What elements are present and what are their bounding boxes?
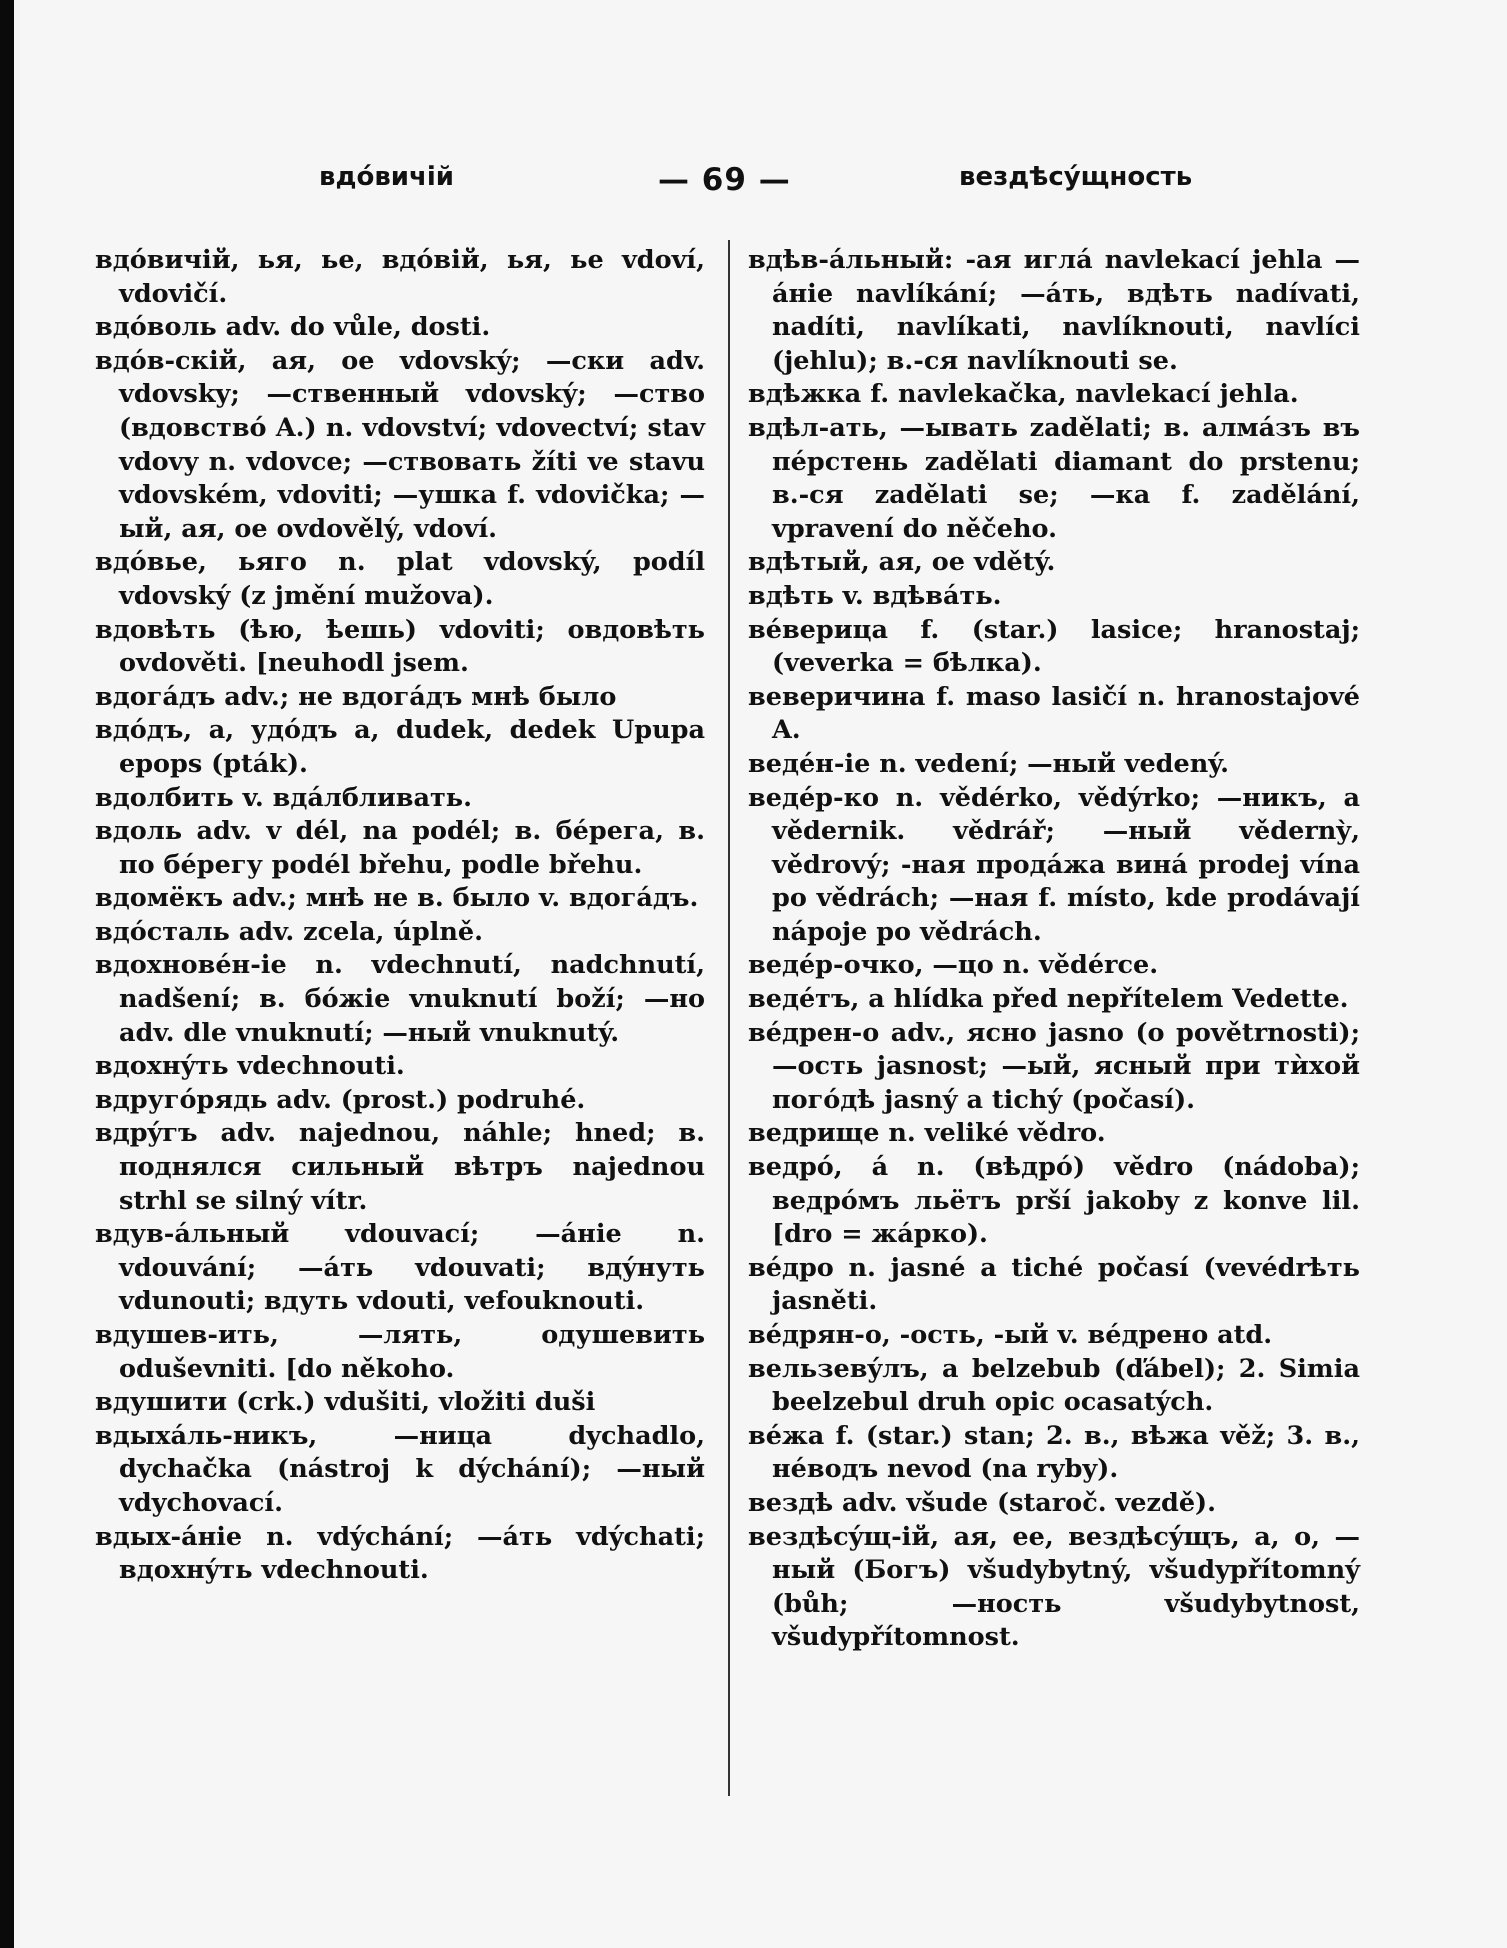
dictionary-entry: вдѣл-ать, —ывать zadělati; в. алмáзъ въ пéрстень zadělati diamant do prstenu; в.-ся zadělati se; —ка f. zadělání, vpravení do něčeho. bbox=[748, 412, 1360, 544]
dictionary-entry: вдругóрядь adv. (prost.) podruhé. bbox=[95, 1084, 586, 1115]
dictionary-entry: вдѣть v. вдѣвáть. bbox=[748, 580, 1002, 611]
dictionary-entry: ведрище n. veliké vědro. bbox=[748, 1118, 1106, 1149]
dictionary-entry: ведéр-очко, —цо n. vědérce. bbox=[748, 950, 1159, 981]
dictionary-entry: ведрó, á n. (вѣдрó) vědro (nádoba); ведрóмъ льётъ prší jakoby z konve lil. [dro = жáрко). bbox=[748, 1152, 1360, 1250]
dictionary-entry: вдóвье, ьяго n. plat vdovský, podíl vdovský (z jmění mužova). bbox=[95, 547, 705, 611]
dictionary-entry: вдóвичій, ья, ье, вдóвій, ья, ье vdoví, vdovičí. bbox=[95, 245, 705, 309]
dictionary-entry: вельзевýлъ, а belzebub (ďábel); 2. Simia beelzebul druh opic ocasatých. bbox=[748, 1353, 1360, 1418]
dictionary-entry: вдув-áльный vdouvací; —áніе n. vdouvání; —áть vdouvati; вдýнуть vdunouti; вдуть vdouti, vefouknouti. bbox=[95, 1219, 705, 1317]
dictionary-entry: вдушити (crk.) vdušiti, vložiti duši bbox=[95, 1387, 596, 1418]
dictionary-entry: вдóв-скій, ая, ое vdovský; —ски adv. vdovsky; —ственный vdovský; —ство (вдовствó A.) n. vdovství; vdovectví; stav vdovy n. vdovce; —ствовать žíti ve stavu vdovském, vdoviti; —ушка f. vdovička; —ый, ая, ое ovdovělý, vdoví. bbox=[95, 345, 705, 544]
dictionary-entry: вдомёкъ adv.; мнѣ не в. было v. вдогáдъ. bbox=[95, 883, 699, 914]
dictionary-entry: вдолбить v. вдáлбливать. bbox=[95, 782, 472, 813]
dictionary-entry: вездѣ adv. všude (staroč. vezdě). bbox=[748, 1487, 1216, 1518]
scan-edge bbox=[0, 0, 14, 1948]
dictionary-entry: вдѣв-áльный: -ая иглá navlekací jehla —áніе navlíkání; —áть, вдѣть nadívati, nadíti, navlíkati, navlíknouti, navlíci (jehlu); в.-ся navlíknouti se. bbox=[748, 245, 1360, 376]
dictionary-entry: вдушев-ить, —лять, одушевить oduševniti. [do někoho. bbox=[95, 1320, 705, 1384]
running-header bbox=[14, 162, 1507, 202]
dictionary-entry: вездѣсýщ-ій, ая, ее, вездѣсýщъ, а, о, —ный (Богъ) všudybytný, všudypřítomný (bůh; —ность všudybytnost, všudypřítomnost. bbox=[748, 1521, 1360, 1653]
dictionary-entry: вдохнýть vdechnouti. bbox=[95, 1051, 405, 1082]
dictionary-entry: ведéр-ко n. vědérko, vědýrko; —никъ, a vědernik. vědrář; —ный vědernỳ, vědrový; -ная продáжа винá prodej vína po vědrách; —ная f. místo, kde prodávají nápoje po vědrách. bbox=[748, 782, 1360, 947]
dictionary-entry: вéдро n. jasné a tiché počasí (vevédrѣть jasněti. bbox=[748, 1252, 1360, 1317]
dictionary-entry: вéдрян-о, -ость, -ый v. вéдрено atd. bbox=[748, 1320, 1273, 1350]
dictionary-entry: вдóдъ, а, удóдъ а, dudek, dedek Upupa epops (pták). bbox=[95, 715, 705, 779]
dictionary-entry: вéжа f. (star.) stan; 2. в., вѣжа věž; 3. в., нéводъ nevod (na ryby). bbox=[748, 1420, 1360, 1485]
dictionary-entry: вдовѣть (ѣю, ѣешь) vdoviti; овдовѣть ovdověti. [neuhodl jsem. bbox=[95, 614, 705, 679]
column-divider bbox=[728, 240, 730, 1796]
dictionary-entry: вéверица f. (star.) lasice; hranostaj; (veverka = бѣлка). bbox=[748, 614, 1360, 679]
dictionary-entry: ведéн-іе n. vedení; —ный vedený. bbox=[748, 748, 1230, 779]
dictionary-entry: вдоль adv. v dél, na podél; в. бéрега, в. по бéрегу podél břehu, podle břehu. bbox=[95, 816, 705, 880]
dictionary-entry: вдóсталь adv. zcela, úplně. bbox=[95, 916, 483, 947]
dictionary-entry: вдѣтый, ая, ое vdětý. bbox=[748, 547, 1056, 578]
dictionary-entry: вдогáдъ adv.; не вдогáдъ мнѣ было bbox=[95, 681, 617, 712]
dictionary-entry: вéдрен-о adv., ясно jasno (o povětrnosti); —ость jasnost; —ый, ясный при тѝхой погóдѣ jasný a tichý (počasí). bbox=[748, 1017, 1360, 1115]
header-right-headword: вездѣсýщность bbox=[959, 162, 1193, 192]
header-left-headword: вдóвичій bbox=[319, 162, 454, 192]
left-column bbox=[95, 244, 705, 1588]
dictionary-page bbox=[14, 0, 1507, 1948]
page-number: — 69 — bbox=[658, 162, 791, 198]
right-column bbox=[748, 244, 1360, 1655]
dictionary-entry: веверичина f. maso lasičí n. hranostajové A. bbox=[748, 681, 1360, 746]
dictionary-entry: ведéтъ, а hlídka před nepřítelem Vedette. bbox=[748, 984, 1349, 1015]
dictionary-entry: вдых-áніе n. vdýchání; —áть vdýchati; вдохнýть vdechnouti. bbox=[95, 1521, 705, 1586]
dictionary-entry: вдохновéн-іе n. vdechnutí, nadchnutí, nadšení; в. бóжіе vnuknutí boží; —но adv. dle vnuknutí; —ный vnuknutý. bbox=[95, 950, 705, 1048]
dictionary-entry: вдыхáль-никъ, —ница dychadlo, dychačka (nástroj k dýchání); —ный vdychovací. bbox=[95, 1420, 705, 1518]
dictionary-entry: вдóволь adv. do vůle, dosti. bbox=[95, 312, 491, 343]
dictionary-entry: вдрýгъ adv. najednou, náhle; hned; в. поднялся сильный вѣтръ najednou strhl se silný vítr. bbox=[95, 1118, 705, 1216]
dictionary-entry: вдѣжка f. navlekačka, navlekací jehla. bbox=[748, 379, 1299, 410]
